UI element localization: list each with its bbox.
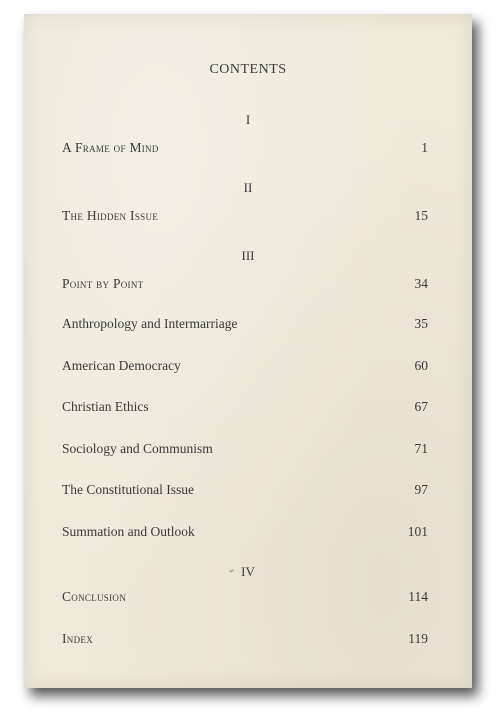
- toc-entry-page: 71: [414, 441, 428, 456]
- toc-entry-page: 97: [414, 482, 428, 497]
- toc-entry-page: 35: [414, 316, 428, 331]
- toc-entry-page: 119: [408, 631, 428, 646]
- toc-entry-summation-and-outlook[interactable]: [62, 524, 428, 540]
- toc-entry-page: 114: [408, 589, 428, 604]
- toc-entry-label: Sociology and Communism: [62, 441, 213, 456]
- toc-entry-a-frame-of-mind[interactable]: [62, 140, 428, 156]
- toc-entry-label: Conclusion: [62, 589, 127, 604]
- toc-entry-label: The Hidden Issue: [62, 208, 159, 223]
- toc-entry-label: A Frame of Mind: [62, 140, 159, 155]
- toc-entry-label: The Constitutional Issue: [62, 482, 194, 497]
- toc-entry-christian-ethics[interactable]: [62, 399, 428, 415]
- toc-entry-the-hidden-issue[interactable]: [62, 208, 428, 224]
- toc-entry-the-constitutional-issue[interactable]: [62, 482, 428, 498]
- contents-page: [24, 14, 472, 688]
- toc-entry-sociology-and-communism[interactable]: [62, 441, 428, 457]
- toc-entry-page: 34: [414, 276, 428, 291]
- toc-entry-point-by-point[interactable]: [62, 276, 428, 292]
- toc-entry-page: 67: [414, 399, 428, 414]
- section-numeral-i: I: [245, 112, 251, 127]
- toc-entry-conclusion[interactable]: [62, 589, 428, 605]
- toc-entry-american-democracy[interactable]: [62, 358, 428, 374]
- toc-entry-index[interactable]: [62, 631, 428, 647]
- toc-entry-label: Point by Point: [62, 276, 144, 291]
- toc-entry-label: Index: [62, 631, 93, 646]
- section-numeral-ii: II: [243, 180, 253, 195]
- toc-entry-label: American Democracy: [62, 358, 181, 373]
- toc-entry-page: 15: [414, 208, 428, 223]
- toc-entry-label: Summation and Outlook: [62, 524, 195, 539]
- toc-entry-anthropology-and-intermarriage[interactable]: [62, 316, 428, 332]
- toc-entry-page: 60: [414, 358, 428, 373]
- toc-entry-label: Christian Ethics: [62, 399, 149, 414]
- toc-entry-page: 101: [407, 524, 428, 539]
- contents-title: CONTENTS: [209, 62, 287, 77]
- toc-entry-page: 1: [421, 140, 428, 155]
- section-numeral-iii: III: [241, 248, 255, 263]
- section-numeral-iv: IV: [241, 564, 255, 579]
- toc-entry-label: Anthropology and Intermarriage: [62, 316, 238, 331]
